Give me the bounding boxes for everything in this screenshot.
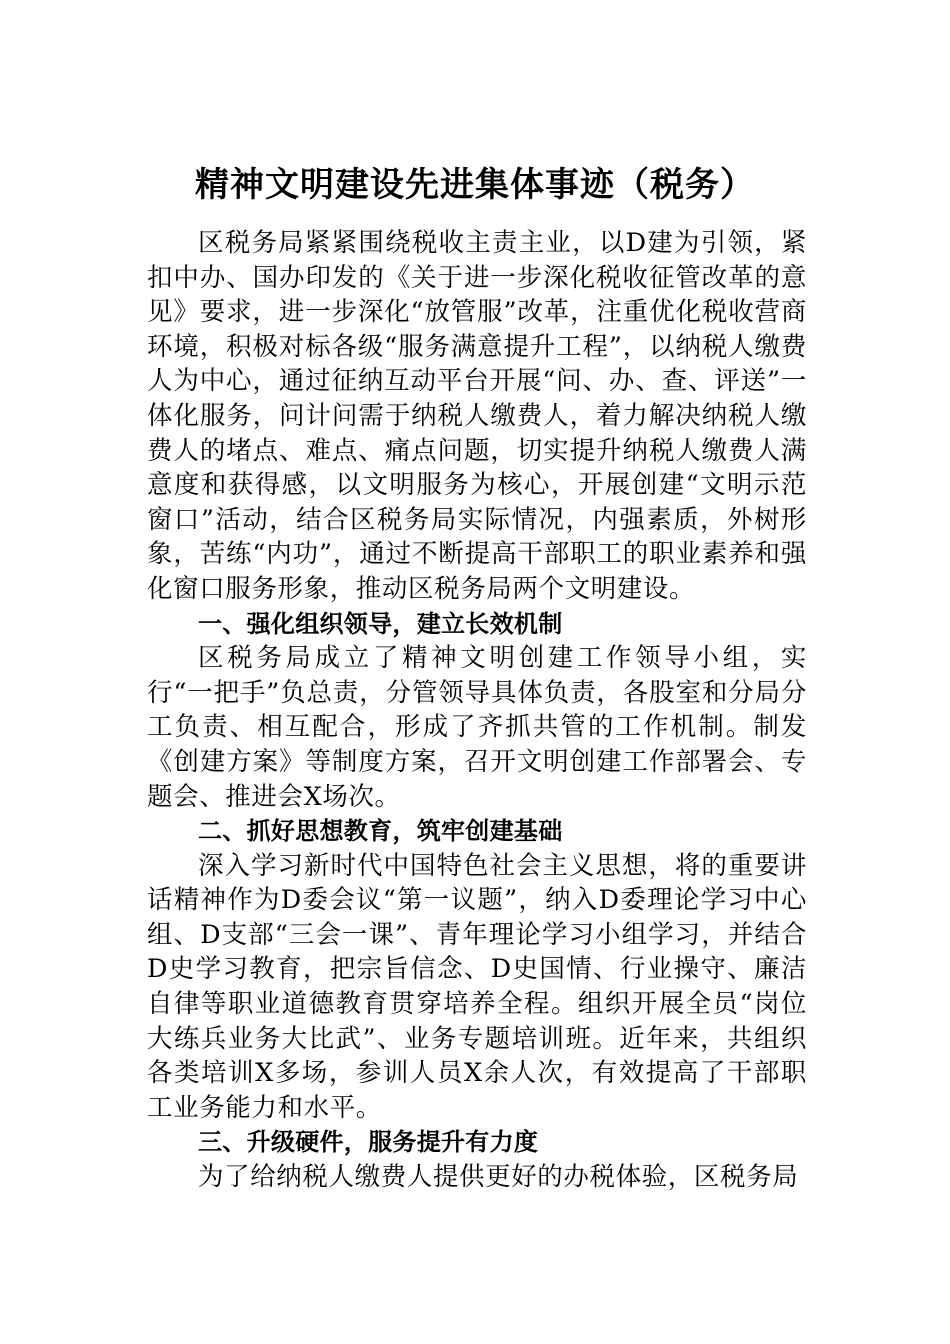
section-heading-1: 一、强化组织领导，建立长效机制: [198, 609, 563, 638]
intro-paragraph: 区税务局紧紧围绕税收主责主业，以D建为引领，紧扣中办、国办印发的《关于进一步深化税收征管改革的意见》要求，进一步深化“放管服”改革，注重优化税收营商环境，积极对标各级“服务满意提升工程”，以纳税人缴费人为中心，通过征纳互动平台开展“问、办、查、评送”一体化服务，问计问需于纳税人缴费人，着力解决纳税人缴费人的堵点、难点、痛点问题，切实提升纳税人缴费人满意度和获得感，以文明服务为核心，开展创建“文明示范窗口”活动，结合区税务局实际情况，内强素质，外树形象，苦练“内功”，通过不断提高干部职工的职业素养和强化窗口服务形象，推动区税务局两个文明建设。: [147, 228, 807, 604]
section-paragraph-2: 深入学习新时代中国特色社会主义思想，将的重要讲话精神作为D委会议“第一议题”，纳入D委理论学习中心组、D支部“三会一课”、青年理论学习小组学习，并结合D史学习教育，把宗旨信念、D史国情、行业操守、廉洁自律等职业道德教育贯穿培养全程。组织开展全员“岗位大练兵业务大比武”、业务专题培训班。近年来，共组织各类培训X多场，参训人员X余人次，有效提高了干部职工业务能力和水平。: [147, 850, 807, 1123]
document-body: [147, 226, 807, 1195]
section-paragraph-1: 区税务局成立了精神文明创建工作领导小组，实行“一把手”负总责，分管领导具体负责，各股室和分局分工负责、相互配合，形成了齐抓共管的工作机制。制发《创建方案》等制度方案，召开文明创建工作部署会、专题会、推进会X场次。: [147, 643, 807, 812]
section-paragraph-3: 为了给纳税人缴费人提供更好的办税体验，区税务局: [198, 1162, 799, 1193]
section-heading-3: 三、升级硬件，服务提升有力度: [198, 1128, 539, 1157]
document-title: 精神文明建设先进集体事迹（税务）: [195, 165, 755, 205]
section-heading-2: 二、抓好思想教育，筑牢创建基础: [198, 817, 563, 846]
